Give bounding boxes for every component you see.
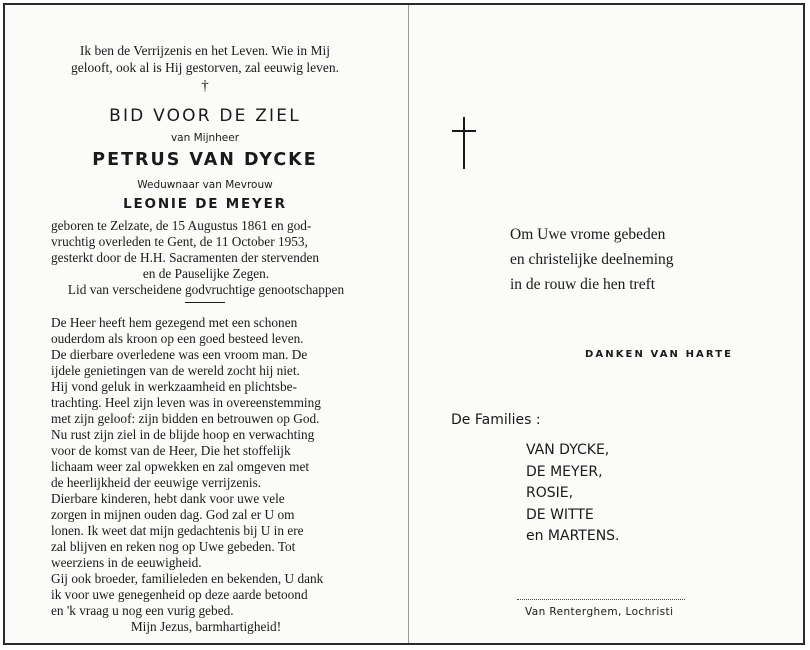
eulogy-line: Hij vond geluk in werkzaamheid en plichtsbe- — [51, 379, 297, 394]
eulogy-line: ijdele genietingen van de wereld zocht hij niet. — [51, 363, 300, 378]
bio-line: en de Pauselijke Zegen. — [142, 266, 270, 281]
closing-prayer: Mijn Jezus, barmhartigheid! — [130, 619, 282, 634]
eulogy-line: trachting. Heel zijn leven was in overeenstemming — [51, 395, 321, 410]
divider — [185, 302, 225, 303]
cross-icon — [452, 117, 478, 169]
thanks-text — [510, 222, 770, 297]
family-name: DE WITTE — [526, 506, 594, 523]
bio-line: vruchtig overleden te Gent, de 11 October 1953, — [51, 234, 308, 249]
eulogy-line: De dierbare overledene was een vroom man. De — [51, 347, 308, 362]
printer-credit: Van Renterghem, Lochristi — [525, 606, 674, 618]
eulogy-line: De Heer heeft hem gezegend met een schonen — [51, 315, 298, 330]
lid-text: Lid van verscheidene godvruchtige genootschappen — [67, 282, 345, 297]
family-name: ROSIE, — [526, 485, 574, 501]
eulogy-line: met zijn geloof: zijn bidden en betrouwen op God. — [51, 411, 320, 426]
weduwnaar-label: Weduwnaar van Mevrouw — [137, 179, 273, 191]
bio-text — [51, 218, 361, 282]
eulogy-line: voor de komst van de Heer, Die het stoffelijk — [51, 443, 291, 458]
thanks-line: en christelijke deelneming — [510, 251, 674, 268]
family-line: Gij ook broeder, familieleden en bekenden, U dank — [51, 571, 324, 586]
dotted-rule — [517, 599, 685, 600]
eulogy-line: lichaam weer zal opwekken en zal omgeven met — [51, 459, 310, 474]
family-name: VAN DYCKE, — [526, 442, 610, 458]
family-line: en 'k vraag u nog een vurig gebed. — [51, 603, 234, 618]
eulogy-text — [51, 315, 361, 635]
children-line: lonen. Ik weet dat mijn gedachtenis bij U in ere — [51, 523, 304, 538]
familien-label: De Families : — [451, 412, 541, 428]
deceased-name: PETRUS VAN DYCKE — [92, 150, 318, 170]
family-name: DE MEYER, — [526, 463, 603, 480]
small-cross-icon: † — [201, 78, 209, 94]
danken-van-harte: DANKEN VAN HARTE — [585, 349, 734, 360]
thanks-line: in de rouw die hen treft — [510, 276, 656, 293]
fold-line — [408, 5, 409, 643]
bio-line: gesterkt door de H.H. Sacramenten der stervenden — [51, 250, 320, 265]
van-mijnheer: van Mijnheer — [170, 132, 240, 144]
children-line: zorgen in mijnen ouden dag. God zal er U om — [51, 507, 295, 522]
thanks-line: Om Uwe vrome gebeden — [510, 226, 666, 243]
children-line: zal blijven en reken nog op Uwe gebeden. Tot — [51, 539, 296, 554]
motto — [45, 42, 365, 76]
children-line: Dierbare kinderen, hebt dank voor uwe vele — [51, 491, 285, 506]
family-line: ik voor uwe genegenheid op deze aarde betoond — [51, 587, 308, 602]
children-line: weerziens in de eeuwigheid. — [51, 555, 202, 570]
memorial-card — [3, 3, 805, 645]
eulogy-line: de heerlijkheid der eeuwige verrijzenis. — [51, 475, 262, 490]
motto-line: gelooft, ook al is Hij gestorven, zal eeuwig leven. — [70, 60, 340, 75]
eulogy-line: Nu rust zijn ziel in de blijde hoop en verwachting — [51, 427, 315, 442]
family-name: en MARTENS. — [526, 528, 620, 544]
eulogy-line: ouderdom als kroon op een goed besteed leven. — [51, 331, 304, 346]
bio-line: geboren te Zelzate, de 15 Augustus 1861 en god- — [51, 218, 312, 233]
motto-line: Ik ben de Verrijzenis en het Leven. Wie in Mij — [79, 43, 331, 58]
wife-name: LEONIE DE MEYER — [123, 196, 287, 212]
bid-heading: BID VOOR DE ZIEL — [109, 106, 301, 126]
family-list — [526, 440, 620, 548]
